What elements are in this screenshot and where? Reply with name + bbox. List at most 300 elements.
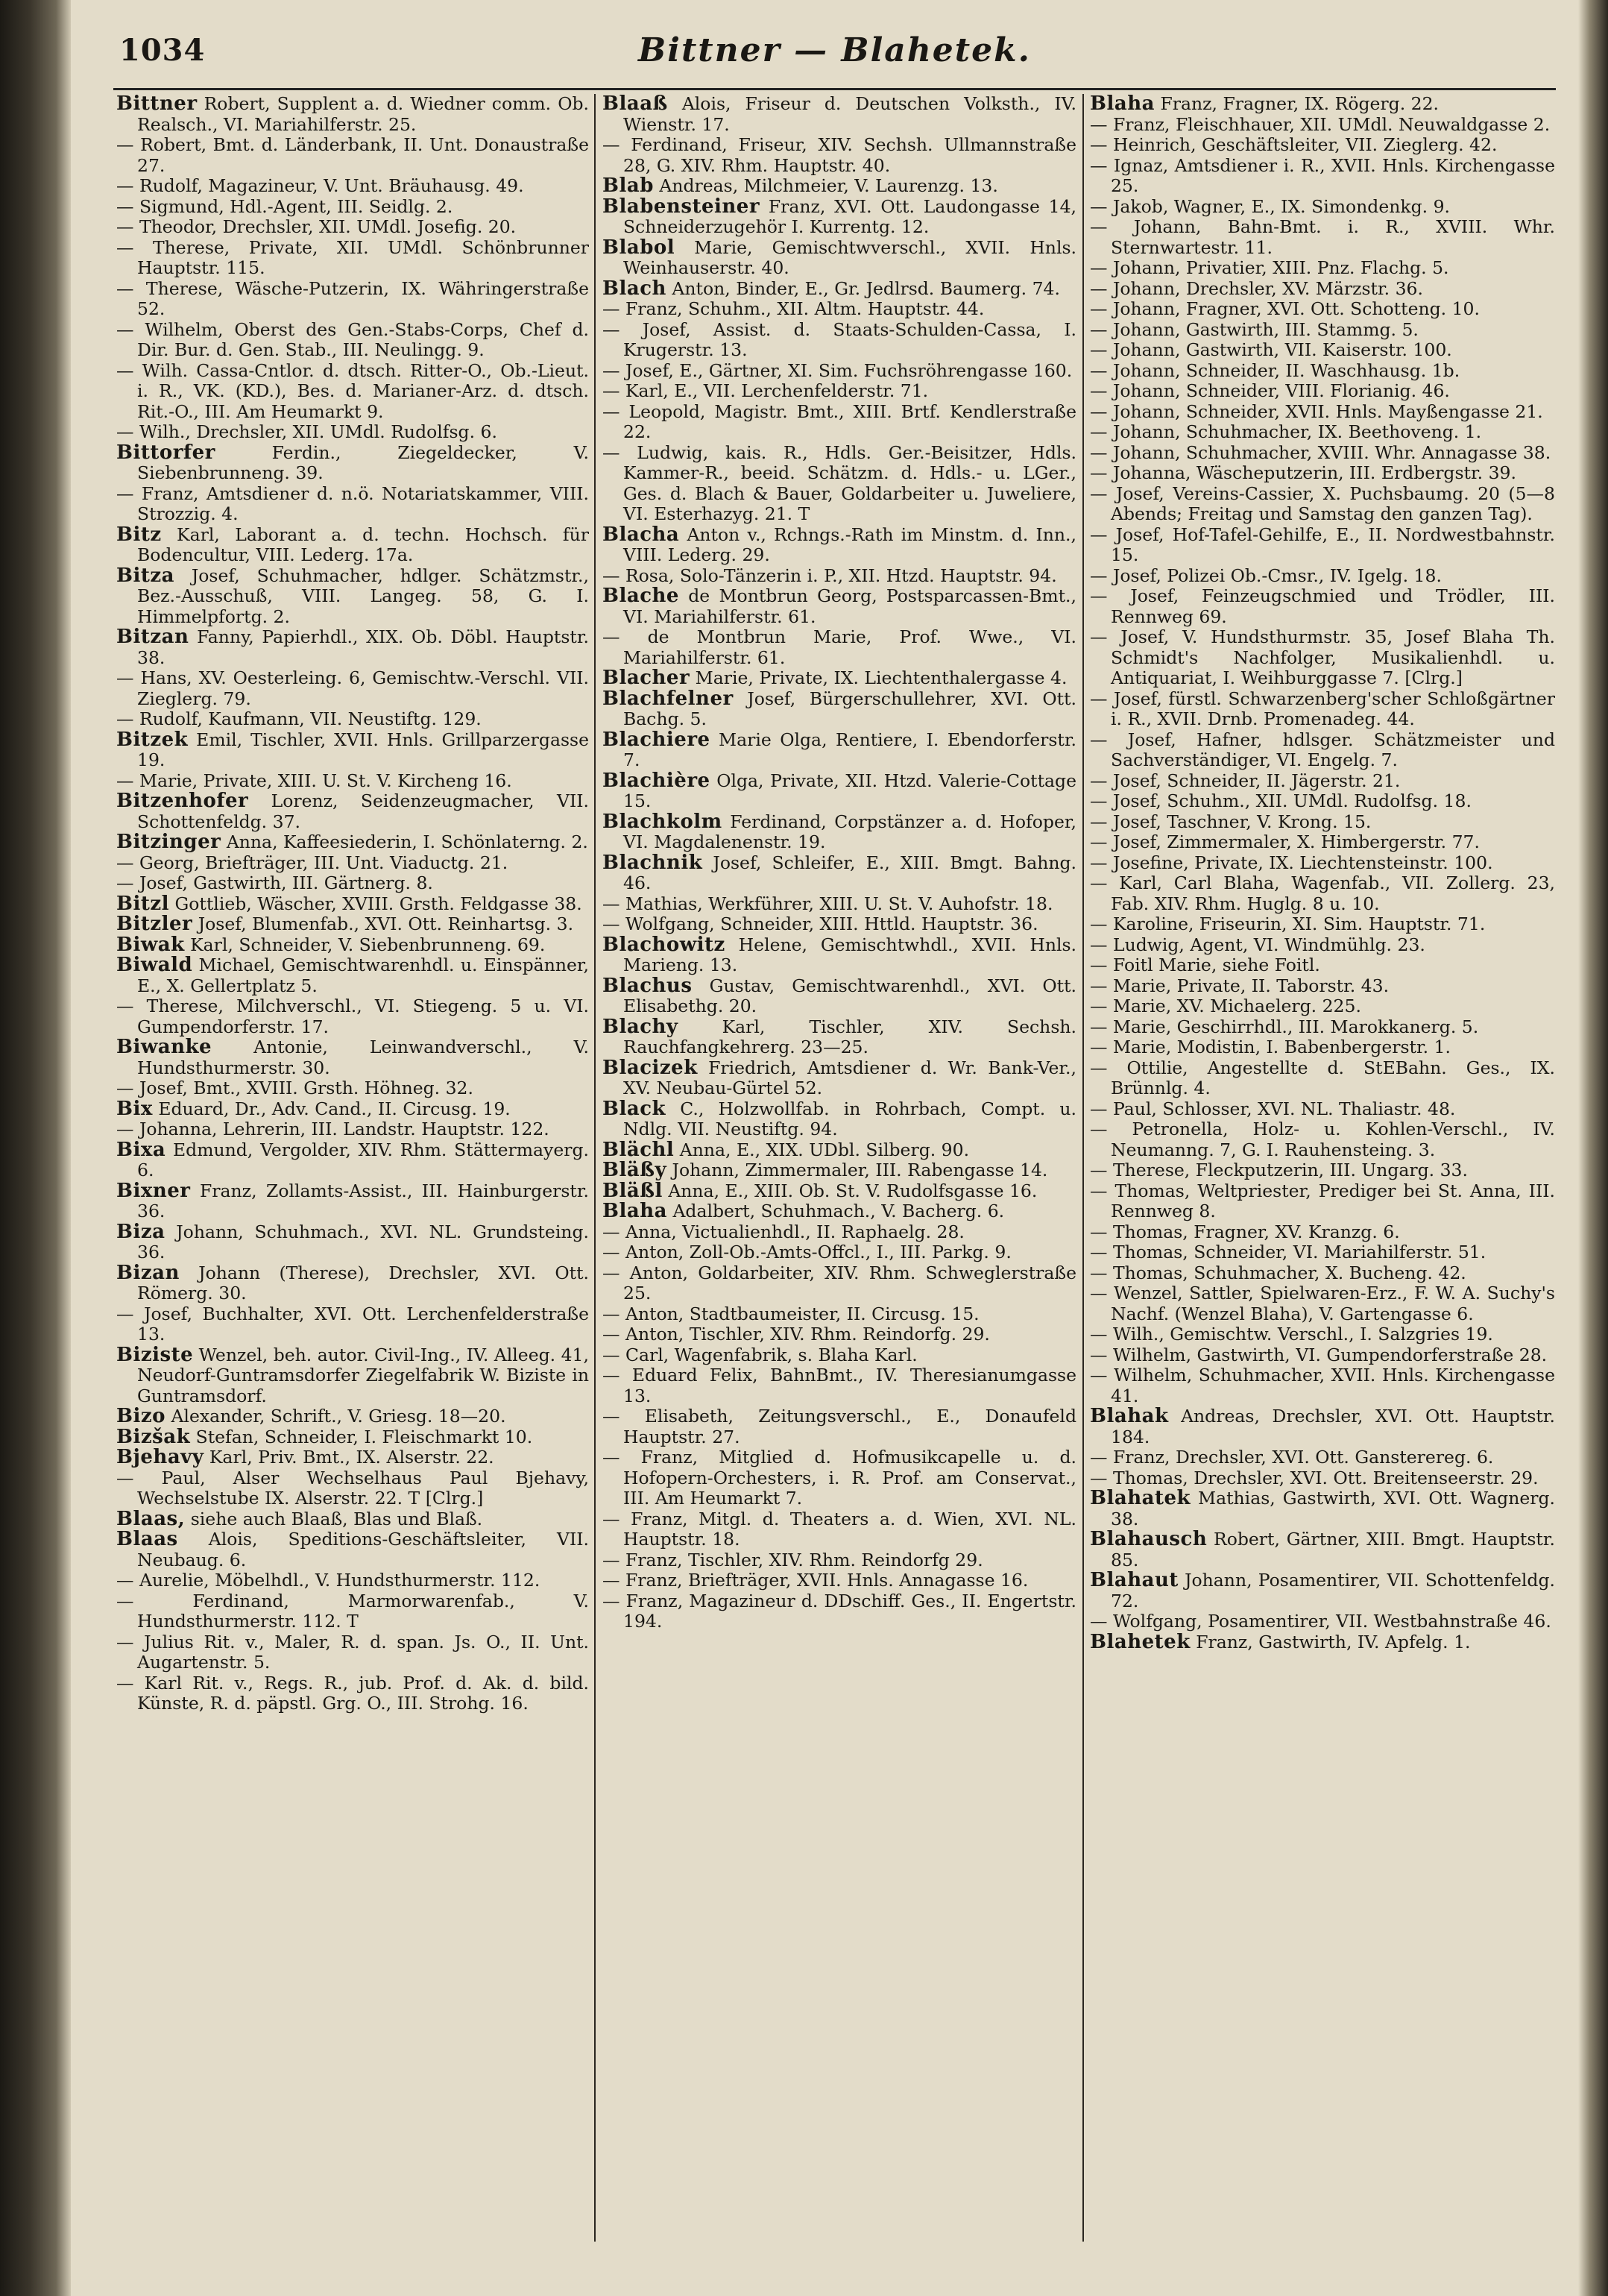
entry-details: Ferdin., Ziegeldecker, V. Siebenbrunneng. 39. [137, 441, 589, 483]
entry-details: — Franz, Briefträger, XVII. Hnls. Annagasse 16. [602, 1570, 1029, 1591]
entry-details: — Wolfgang, Schneider, XIII. Httld. Hauptstr. 36. [602, 913, 1038, 934]
entry-details: Johann, Zimmermaler, III. Rabengasse 14. [672, 1160, 1048, 1180]
directory-entry [116, 176, 589, 197]
directory-entry [602, 894, 1076, 915]
directory-entry [1090, 1283, 1555, 1324]
directory-entry [116, 853, 589, 874]
entry-details: — Foitl Marie, siehe Foitl. [1090, 954, 1320, 975]
entry-details: — Ferdinand, Friseur, XIV. Sechsh. Ullmannstraße 28, G. XIV. Rhm. Hauptstr. 40. [602, 134, 1076, 176]
entry-details: Andreas, Milchmeier, V. Laurenzg. 13. [659, 175, 998, 196]
entry-details: — Franz, Mitglied d. Hofmusikcapelle u. d. Hofopern-Orchesters, i. R. Prof. am Conservat., III. Am Heumarkt 7. [602, 1447, 1076, 1509]
directory-entry [116, 525, 589, 566]
directory-entry [116, 730, 589, 771]
entry-details: — Josefine, Private, IX. Liechtensteinstr. 100. [1090, 852, 1493, 873]
entry-surname: Blaas, [116, 1507, 186, 1530]
entry-surname: Black [602, 1097, 666, 1120]
entry-details: — Eduard Felix, BahnBmt., IV. Theresianumgasse 13. [602, 1365, 1076, 1406]
directory-entry [602, 1242, 1076, 1263]
directory-entry [602, 1447, 1076, 1509]
entry-surname: Blacher [602, 667, 690, 689]
entry-details: — Josef, Taschner, V. Krong. 15. [1090, 811, 1372, 832]
entry-details: — Therese, Milchverschl., VI. Stiegeng. 5 u. VI. Gumpendorferstr. 17. [116, 996, 589, 1037]
directory-entry [116, 1447, 589, 1468]
directory-entry [1090, 914, 1555, 935]
entry-details: — Karl, E., VII. Lerchenfelderstr. 71. [602, 380, 929, 401]
entry-surname: Bläßy [602, 1159, 667, 1181]
directory-entry [602, 976, 1076, 1017]
entry-surname: Blahausch [1090, 1528, 1208, 1550]
entry-details: — Marie, XV. Michaelerg. 225. [1090, 996, 1361, 1016]
entry-details: — Sigmund, Hdl.-Agent, III. Seidlg. 2. [116, 195, 453, 217]
directory-entry [1090, 258, 1555, 279]
entry-details: — Heinrich, Geschäftsleiter, VII. Zieglerg. 42. [1090, 134, 1498, 155]
directory-entry [116, 1078, 589, 1099]
directory-entry [116, 791, 589, 832]
directory-entry [116, 1222, 589, 1263]
entry-details: — Thomas, Weltpriester, Prediger bei St. Anna, III. Rennweg 8. [1090, 1180, 1555, 1221]
entry-details: — Franz, Fleischhauer, XII. UMdl. Neuwaldgasse 2. [1090, 113, 1551, 135]
entry-details: — Robert, Bmt. d. Länderbank, II. Unt. Donaustraße 27. [116, 134, 589, 176]
entry-details: Friedrich, Amtsdiener d. Wr. Bank-Ver., XV. Neubau-Gürtel 52. [623, 1057, 1076, 1098]
entry-details: — de Montbrun Marie, Prof. Wwe., VI. Mariahilferstr. 61. [602, 626, 1076, 668]
directory-entry [602, 1201, 1076, 1222]
entry-details: — Karl Rit. v., Regs. R., jub. Prof. d. Ak. d. bild. Künste, R. d. päpstl. Grg. O., III. Strohg. 16. [116, 1672, 589, 1714]
directory-entry [602, 935, 1076, 976]
entry-details: Wenzel, beh. autor. Civil-Ing., IV. Alleeg. 41, Neudorf-Guntramsdorfer Ziegelfabrik W. Biziste in Guntramsdorf. [137, 1344, 589, 1406]
entry-surname: Blahaut [1090, 1569, 1179, 1591]
entry-details: Alois, Speditions-Geschäftsleiter, VII. Neubaug. 6. [137, 1529, 589, 1570]
entry-surname: Bizo [116, 1405, 165, 1427]
directory-entry [116, 1673, 589, 1714]
entry-details: Helene, Gemischtwhdl., XVII. Hnls. Marieng. 13. [623, 934, 1076, 975]
entry-details: — Anton, Zoll-Ob.-Amts-Offcl., I., III. Parkg. 9. [602, 1242, 1012, 1262]
entry-details: — Paul, Alser Wechselhaus Paul Bjehavy, Wechselstube IX. Alserstr. 22. T [Clrg.] [116, 1467, 589, 1509]
entry-surname: Biwald [116, 954, 193, 976]
directory-entry [116, 955, 589, 996]
entry-details: Emil, Tischler, XVII. Hnls. Grillparzergasse 19. [137, 729, 589, 770]
directory-entry [602, 1160, 1076, 1181]
directory-entry [1090, 1468, 1555, 1489]
entry-details: — Josef, Gastwirth, III. Gärtnerg. 8. [116, 872, 433, 893]
directory-entry [116, 1181, 589, 1222]
entry-details: — Josef, Hafner, hdlsger. Schätzmeister und Sachverständiger, VI. Engelg. 7. [1090, 729, 1555, 770]
entry-details: — Carl, Wagenfabrik, s. Blaha Karl. [602, 1344, 918, 1365]
entry-details: Anton, Binder, E., Gr. Jedlrsd. Baumerg. 74. [672, 277, 1060, 299]
entry-details: — Rudolf, Magazineur, V. Unt. Bräuhausg. 49. [116, 175, 524, 196]
entry-details: — Johanna, Lehrerin, III. Landstr. Hauptstr. 122. [116, 1119, 549, 1139]
entry-details: Anna, E., XIX. UDbl. Silberg. 90. [679, 1139, 970, 1160]
directory-entry [1090, 1099, 1555, 1120]
entry-details: — Ottilie, Angestellte d. StEBahn. Ges., IX. Brünnlg. 4. [1090, 1057, 1555, 1098]
directory-entry [602, 1017, 1076, 1058]
entry-details: — Johann, Schneider, II. Waschhausg. 1b. [1090, 359, 1460, 381]
page-edge-shadow [1578, 0, 1608, 2296]
entry-surname: Blachiere [602, 728, 710, 751]
entry-details: — Karl, Carl Blaha, Wagenfab., VII. Zollerg. 23, Fab. XIV. Rhm. Huglg. 8 u. 10. [1090, 872, 1555, 914]
directory-entry [116, 1591, 589, 1632]
entry-details: Olga, Private, XII. Htzd. Valerie-Cottage 15. [623, 770, 1076, 811]
entry-details: Lorenz, Seidenzeugmacher, VII. Schottenfeldg. 37. [137, 790, 589, 832]
entry-details: Johann, Posamentirer, VII. Schottenfeldg. 72. [1111, 1570, 1555, 1611]
entry-details: — Anton, Stadtbaumeister, II. Circusg. 15. [602, 1303, 980, 1324]
directory-entry [116, 443, 589, 484]
entry-details: Karl, Schneider, V. Siebenbrunneng. 69. [190, 934, 546, 955]
entry-details: — Franz, Drechsler, XVI. Ott. Gansterereg. 6. [1090, 1447, 1494, 1468]
entry-surname: Biza [116, 1220, 165, 1243]
directory-entry [602, 279, 1076, 300]
entry-details: — Therese, Private, XII. UMdl. Schönbrunner Hauptstr. 115. [116, 236, 589, 278]
entry-details: — Ignaz, Amtsdiener i. R., XVII. Hnls. Kirchengasse 25. [1090, 154, 1555, 196]
directory-entry [602, 381, 1076, 402]
directory-entry [1090, 566, 1555, 587]
entry-details: — Josef, Schuhm., XII. UMdl. Rudolfsg. 18. [1090, 790, 1472, 811]
entry-surname: Bitza [116, 564, 174, 587]
entry-details: — Johann, Bahn-Bmt. i. R., XVIII. Whr. Sternwartestr. 11. [1090, 216, 1555, 258]
entry-details: — Marie, Private, II. Taborstr. 43. [1090, 975, 1390, 996]
directory-entry [116, 709, 589, 730]
entry-surname: Blabol [602, 236, 675, 259]
directory-entry [602, 1570, 1076, 1591]
directory-entry [1090, 197, 1555, 218]
directory-entry [1090, 1037, 1555, 1058]
directory-entry [116, 1263, 589, 1304]
entry-details: — Paul, Schlosser, XVI. NL. Thaliastr. 48. [1090, 1098, 1456, 1119]
entry-details: Mathias, Gastwirth, XVI. Ott. Wagnerg. 38. [1111, 1488, 1555, 1529]
directory-entry [1090, 730, 1555, 771]
directory-entry [602, 299, 1076, 320]
directory-entry [1090, 689, 1555, 730]
entry-details: — Josef, Polizei Ob.-Cmsr., IV. Igelg. 18. [1090, 564, 1442, 586]
directory-entry [1090, 1324, 1555, 1345]
directory-entry [1090, 1365, 1555, 1406]
entry-surname: Bixner [116, 1179, 191, 1202]
entry-details: Franz, Gastwirth, IV. Apfelg. 1. [1196, 1631, 1471, 1652]
entry-details: Gustav, Gemischtwarenhdl., XVI. Ott. Elisabethg. 20. [623, 975, 1076, 1016]
entry-details: Marie, Gemischtwverschl., XVII. Hnls. Weinhauserstr. 40. [623, 236, 1076, 278]
directory-entry [602, 730, 1076, 771]
entry-details: — Johann, Drechsler, XV. Märzstr. 36. [1090, 277, 1423, 299]
directory-entry [602, 566, 1076, 587]
directory-entry [602, 1181, 1076, 1202]
entry-details: Josef, Blumenfab., XVI. Ott. Reinhartsg. 3. [198, 913, 574, 934]
directory-entry [116, 1632, 589, 1673]
entry-details: Franz, Zollamts-Assist., III. Hainburgerstr. 36. [137, 1180, 589, 1221]
directory-entry [116, 135, 589, 176]
entry-details: Anna, E., XIII. Ob. St. V. Rudolfsgasse 16. [668, 1180, 1038, 1201]
directory-entry [1090, 1222, 1555, 1243]
entry-details: Fanny, Papierhdl., XIX. Ob. Döbl. Hauptstr. 38. [137, 626, 589, 668]
entry-details: — Josef, Feinzeugschmied und Trödler, III. Rennweg 69. [1090, 585, 1555, 627]
directory-entry [116, 217, 589, 238]
entry-details: Robert, Supplent a. d. Wiedner comm. Ob. Realsch., VI. Mariahilferstr. 25. [137, 94, 589, 135]
entry-surname: Blahak [1090, 1405, 1169, 1427]
directory-entry [1090, 94, 1555, 115]
directory-entry [1090, 1488, 1555, 1529]
entry-details: — Johann, Gastwirth, VII. Kaiserstr. 100. [1090, 339, 1452, 360]
entry-surname: Bixa [116, 1138, 166, 1161]
directory-entry [602, 668, 1076, 689]
entry-surname: Blaha [602, 1200, 667, 1222]
entry-details: — Franz, Amtsdiener d. n.ö. Notariatskammer, VIII. Strozzig. 4. [116, 482, 589, 524]
entry-details: — Anton, Goldarbeiter, XIV. Rhm. Schweglerstraße 25. [602, 1262, 1076, 1303]
entry-details: — Franz, Schuhm., XII. Altm. Hauptstr. 44. [602, 298, 985, 319]
entry-details: Edmund, Vergolder, XIV. Rhm. Stättermayerg. 6. [137, 1139, 589, 1180]
header-rule [113, 88, 1556, 90]
directory-entry [602, 238, 1076, 279]
entry-details: — Anna, Victualienhdl., II. Raphaelg. 28. [602, 1221, 965, 1242]
directory-entry [602, 914, 1076, 935]
directory-entry [602, 1591, 1076, 1632]
column-divider [594, 94, 596, 2242]
entry-details: — Ludwig, kais. R., Hdls. Ger.-Beisitzer, Hdls. Kammer-R., beeid. Schätzm. d. Hdls.- u. LGer., Ges. d. Blach & Bauer, Goldarbeiter u. Juweliere, VI. Esterhazyg. 21. T [602, 441, 1076, 524]
directory-entry [116, 873, 589, 894]
entry-details: — Therese, Fleckputzerin, III. Ungarg. 33. [1090, 1160, 1468, 1180]
entry-details: — Wilhelm, Gastwirth, VI. Gumpendorferstraße 28. [1090, 1344, 1548, 1365]
entry-details: Karl, Tischler, XIV. Sechsh. Rauchfangkehrerg. 23—25. [623, 1016, 1076, 1057]
entry-details: Adalbert, Schuhmach., V. Bacherg. 6. [672, 1201, 1005, 1221]
entry-details: — Marie, Geschirrhdl., III. Marokkanerg. 5. [1090, 1016, 1479, 1037]
entry-details: Anton v., Rchngs.-Rath im Minstm. d. Inn., VIII. Lederg. 29. [623, 523, 1076, 565]
entry-details: — Karoline, Friseurin, XI. Sim. Hauptstr. 71. [1090, 913, 1486, 934]
directory-entry [1090, 1160, 1555, 1181]
entry-details: Gottlieb, Wäscher, XVIII. Grsth. Feldgasse 38. [174, 893, 582, 914]
directory-entry [116, 771, 589, 792]
directory-entry [116, 935, 589, 956]
directory-page [113, 30, 1556, 2259]
entry-surname: Blachkolm [602, 810, 722, 833]
entry-details: — Josef, V. Hundsthurmstr. 35, Josef Blaha Th. Schmidt's Nachfolger, Musikalienhdl. u. Antiquariat, I. Weihburggasse 7. [Clrg.] [1090, 626, 1555, 688]
directory-entry [116, 1037, 589, 1078]
entry-details: — Wilhelm, Oberst des Gen.-Stabs-Corps, Chef d. Dir. Bur. d. Gen. Stab., III. Neulingg. 9. [116, 318, 589, 360]
entry-surname: Bjehavy [116, 1446, 204, 1468]
entry-details: Karl, Laborant a. d. techn. Hochsch. für Bodencultur, VIII. Lederg. 17a. [137, 523, 589, 565]
entry-surname: Blachowitz [602, 933, 725, 956]
entry-details: — Ferdinand, Marmorwarenfab., V. Hundsthurmerstr. 112. T [116, 1590, 589, 1632]
directory-entry [1090, 156, 1555, 197]
entry-details: Josef, Schleifer, E., XIII. Bmgt. Bahng. 46. [623, 852, 1076, 893]
entry-surname: Blaas [116, 1528, 178, 1550]
entry-details: Andreas, Drechsler, XVI. Ott. Hauptstr. 184. [1111, 1406, 1555, 1447]
entry-surname: Blaaß [602, 94, 668, 115]
entry-details: — Johann, Schuhmacher, IX. Beethoveng. 1. [1090, 421, 1482, 442]
directory-entry [1090, 1058, 1555, 1099]
entry-surname: Blachy [602, 1015, 678, 1038]
directory-entry [116, 484, 589, 525]
entry-surname: Biwak [116, 933, 185, 956]
directory-entry [602, 1509, 1076, 1550]
directory-entry [1090, 1406, 1555, 1447]
entry-details: Johann, Schuhmach., XVI. NL. Grundsteing. 36. [137, 1221, 589, 1262]
entry-details: — Julius Rit. v., Maler, R. d. span. Js. O., II. Unt. Augartenstr. 5. [116, 1631, 589, 1673]
directory-entry [116, 1529, 589, 1570]
entry-details: — Leopold, Magistr. Bmt., XIII. Brtf. Kendlerstraße 22. [602, 400, 1076, 442]
directory-entry [602, 586, 1076, 627]
directory-entry [1090, 381, 1555, 402]
page-header [113, 30, 1556, 82]
entry-surname: Blaha [1090, 94, 1155, 115]
entry-details: — Wenzel, Sattler, Spielwaren-Erz., F. W. A. Suchy's Nachf. (Wenzel Blaha), V. Gartengasse 6. [1090, 1283, 1555, 1324]
entry-details: — Anton, Tischler, XIV. Rhm. Reindorfg. 29. [602, 1324, 990, 1344]
directory-entry [602, 627, 1076, 668]
entry-details: — Johann, Schneider, VIII. Florianig. 46. [1090, 380, 1450, 401]
directory-entry [116, 996, 589, 1037]
directory-entry [1090, 791, 1555, 812]
directory-entry [1090, 525, 1555, 566]
directory-entry [1090, 135, 1555, 156]
entry-details: C., Holzwollfab. in Rohrbach, Compt. u. Ndlg. VII. Neustiftg. 94. [623, 1098, 1076, 1139]
entry-details: — Marie, Private, XIII. U. St. V. Kircheng 16. [116, 770, 512, 791]
directory-entry [1090, 443, 1555, 464]
page-number: 1034 [119, 33, 206, 68]
directory-entry [602, 853, 1076, 894]
directory-entry [602, 402, 1076, 443]
directory-entry [116, 422, 589, 443]
entry-surname: Blacizek [602, 1056, 698, 1079]
directory-entry [602, 320, 1076, 361]
directory-entry [602, 771, 1076, 812]
directory-entry [1090, 1632, 1555, 1653]
directory-entry [1090, 976, 1555, 997]
directory-entry [602, 1550, 1076, 1571]
directory-entry [1090, 1570, 1555, 1611]
entry-surname: Bitzl [116, 892, 170, 915]
entry-details: — Jakob, Wagner, E., IX. Simondenkg. 9. [1090, 195, 1451, 217]
entry-details: — Therese, Wäsche-Putzerin, IX. Währingerstraße 52. [116, 277, 589, 319]
entry-surname: Bitzinger [116, 831, 221, 853]
entry-details: — Elisabeth, Zeitungsverschl., E., Donaufeld Hauptstr. 27. [602, 1406, 1076, 1447]
directory-entry [1090, 935, 1555, 956]
entry-details: — Josef, Assist. d. Staats-Schulden-Cassa, I. Krugerstr. 13. [602, 318, 1076, 360]
directory-entry [602, 1222, 1076, 1243]
directory-entry [116, 1345, 589, 1407]
entry-surname: Bläßl [602, 1179, 663, 1202]
entry-surname: Blab [602, 174, 654, 197]
entry-surname: Bitzler [116, 913, 193, 935]
directory-entry [1090, 853, 1555, 874]
directory-entry [602, 1058, 1076, 1099]
entry-details: — Rosa, Solo-Tänzerin i. P., XII. Htzd. Hauptstr. 94. [602, 564, 1057, 586]
entry-details: — Franz, Mitgl. d. Theaters a. d. Wien, XVI. NL. Hauptstr. 18. [602, 1508, 1076, 1550]
entry-surname: Blächl [602, 1138, 675, 1161]
entry-surname: Bizšak [116, 1425, 191, 1448]
entry-surname: Blahatek [1090, 1487, 1191, 1509]
entry-details: Anna, Kaffeesiederin, I. Schönlaterng. 2. [226, 831, 588, 852]
entry-details: — Wilh., Gemischtw. Verschl., I. Salzgries 19. [1090, 1324, 1493, 1344]
entry-details: Franz, XVI. Ott. Laudongasse 14, Schneiderzugehör I. Kurrentg. 12. [623, 195, 1076, 237]
entry-surname: Bitz [116, 523, 162, 546]
entry-details: — Wolfgang, Posamentirer, VII. Westbahnstraße 46. [1090, 1611, 1551, 1632]
directory-entry [1090, 484, 1555, 525]
entry-details: — Josef, Buchhalter, XVI. Ott. Lerchenfelderstraße 13. [116, 1303, 589, 1344]
entry-details: — Marie, Modistin, I. Babenbergerstr. 1. [1090, 1037, 1451, 1057]
entry-details: — Johann, Privatier, XIII. Pnz. Flachg. 5. [1090, 257, 1449, 278]
directory-entry [1090, 771, 1555, 792]
directory-entry [116, 1119, 589, 1140]
entry-details: Robert, Gärtner, XIII. Bmgt. Hauptstr. 85. [1111, 1529, 1555, 1570]
entry-details: — Johann, Schneider, XVII. Hnls. Mayßengasse 21. [1090, 400, 1543, 422]
entry-details: Alois, Friseur d. Deutschen Volksth., IV. Wienstr. 17. [623, 94, 1076, 135]
entry-details: — Josef, Vereins-Cassier, X. Puchsbaumg. 20 (5—8 Abends; Freitag und Samstag den ganzen Tag). [1090, 482, 1555, 524]
entry-details: — Wilhelm, Schuhmacher, XVII. Hnls. Kirchengasse 41. [1090, 1365, 1555, 1406]
directory-entry [602, 812, 1076, 853]
directory-entry [602, 1263, 1076, 1304]
directory-entry [116, 566, 589, 628]
entry-details: de Montbrun Georg, Postsparcassen-Bmt., VI. Mariahilferstr. 61. [623, 585, 1076, 627]
directory-entry [1090, 320, 1555, 341]
entry-details: siehe auch Blaaß, Blas und Blaß. [190, 1508, 483, 1529]
entry-details: Josef, Bürgerschullehrer, XVI. Ott. Bachg. 5. [623, 688, 1076, 729]
column-divider [1082, 94, 1084, 2242]
directory-entry [602, 1324, 1076, 1345]
page-gutter-shadow [0, 0, 71, 2296]
entry-surname: Blachnik [602, 851, 703, 874]
directory-entry [1090, 217, 1555, 258]
directory-entry [1090, 1242, 1555, 1263]
directory-entry [1090, 1611, 1555, 1632]
entry-details: — Georg, Briefträger, III. Unt. Viaductg. 21. [116, 852, 508, 873]
directory-entry [602, 135, 1076, 176]
directory-entry [1090, 1017, 1555, 1038]
entry-details: — Theodor, Drechsler, XII. UMdl. Josefig. 20. [116, 216, 517, 237]
directory-entry [1090, 115, 1555, 136]
entry-details: — Wilh., Drechsler, XII. UMdl. Rudolfsg. 6. [116, 421, 497, 442]
directory-entry [1090, 1529, 1555, 1570]
entry-surname: Blachière [602, 769, 710, 792]
entry-details: Johann (Therese), Drechsler, XVI. Ott. Römerg. 30. [137, 1262, 589, 1303]
entry-surname: Bizan [116, 1261, 180, 1284]
directory-entry [1090, 1447, 1555, 1468]
directory-entry [116, 832, 589, 853]
entry-surname: Bittner [116, 94, 198, 115]
directory-entry [1090, 832, 1555, 853]
entry-surname: Blacha [602, 523, 680, 546]
directory-entry [116, 914, 589, 935]
entry-details: — Hans, XV. Oesterleing. 6, Gemischtw.-Verschl. VII. Zieglerg. 79. [116, 667, 589, 709]
directory-entry [602, 94, 1076, 135]
entry-surname: Blachus [602, 974, 693, 997]
entry-details: Antonie, Leinwandverschl., V. Hundsthurmerstr. 30. [137, 1037, 589, 1078]
entry-details: — Thomas, Schuhmacher, X. Bucheng. 42. [1090, 1262, 1466, 1283]
directory-entry [602, 176, 1076, 197]
entry-details: Stefan, Schneider, I. Fleischmarkt 10. [195, 1426, 533, 1447]
entry-details: — Aurelie, Möbelhdl., V. Hundsthurmerstr. 112. [116, 1570, 540, 1591]
directory-entry [602, 689, 1076, 730]
directory-entry [602, 1099, 1076, 1140]
directory-entry [602, 443, 1076, 525]
entry-surname: Bitzenhofer [116, 790, 249, 812]
entry-details: — Josef, fürstl. Schwarzenberg'scher Schloßgärtner i. R., XVII. Drnb. Promenadeg. 44. [1090, 688, 1555, 729]
entry-surname: Bittorfer [116, 441, 215, 464]
entry-details: — Petronella, Holz- u. Kohlen-Verschl., IV. Neumanng. 7, G. I. Rauhensteing. 3. [1090, 1119, 1555, 1160]
directory-entry [602, 1345, 1076, 1366]
directory-entry [1090, 299, 1555, 320]
directory-entry [116, 894, 589, 915]
directory-entry [1090, 812, 1555, 833]
column-2 [602, 94, 1076, 2249]
entry-details: Alexander, Schrift., V. Griesg. 18—20. [171, 1406, 506, 1427]
directory-entry [116, 627, 589, 668]
entry-details: — Johanna, Wäscheputzerin, III. Erdbergstr. 39. [1090, 462, 1516, 483]
entry-details: — Ludwig, Agent, VI. Windmühlg. 23. [1090, 934, 1425, 955]
directory-entry [116, 320, 589, 361]
column-1 [116, 94, 589, 2249]
directory-entry [1090, 955, 1555, 976]
entry-details: — Franz, Magazineur d. DDschiff. Ges., II. Engertstr. 194. [602, 1590, 1076, 1632]
entry-details: — Josef, Hof-Tafel-Gehilfe, E., II. Nordwestbahnstr. 15. [1090, 523, 1555, 565]
directory-entry [602, 1365, 1076, 1406]
directory-entry [116, 279, 589, 320]
directory-entry [1090, 1345, 1555, 1366]
